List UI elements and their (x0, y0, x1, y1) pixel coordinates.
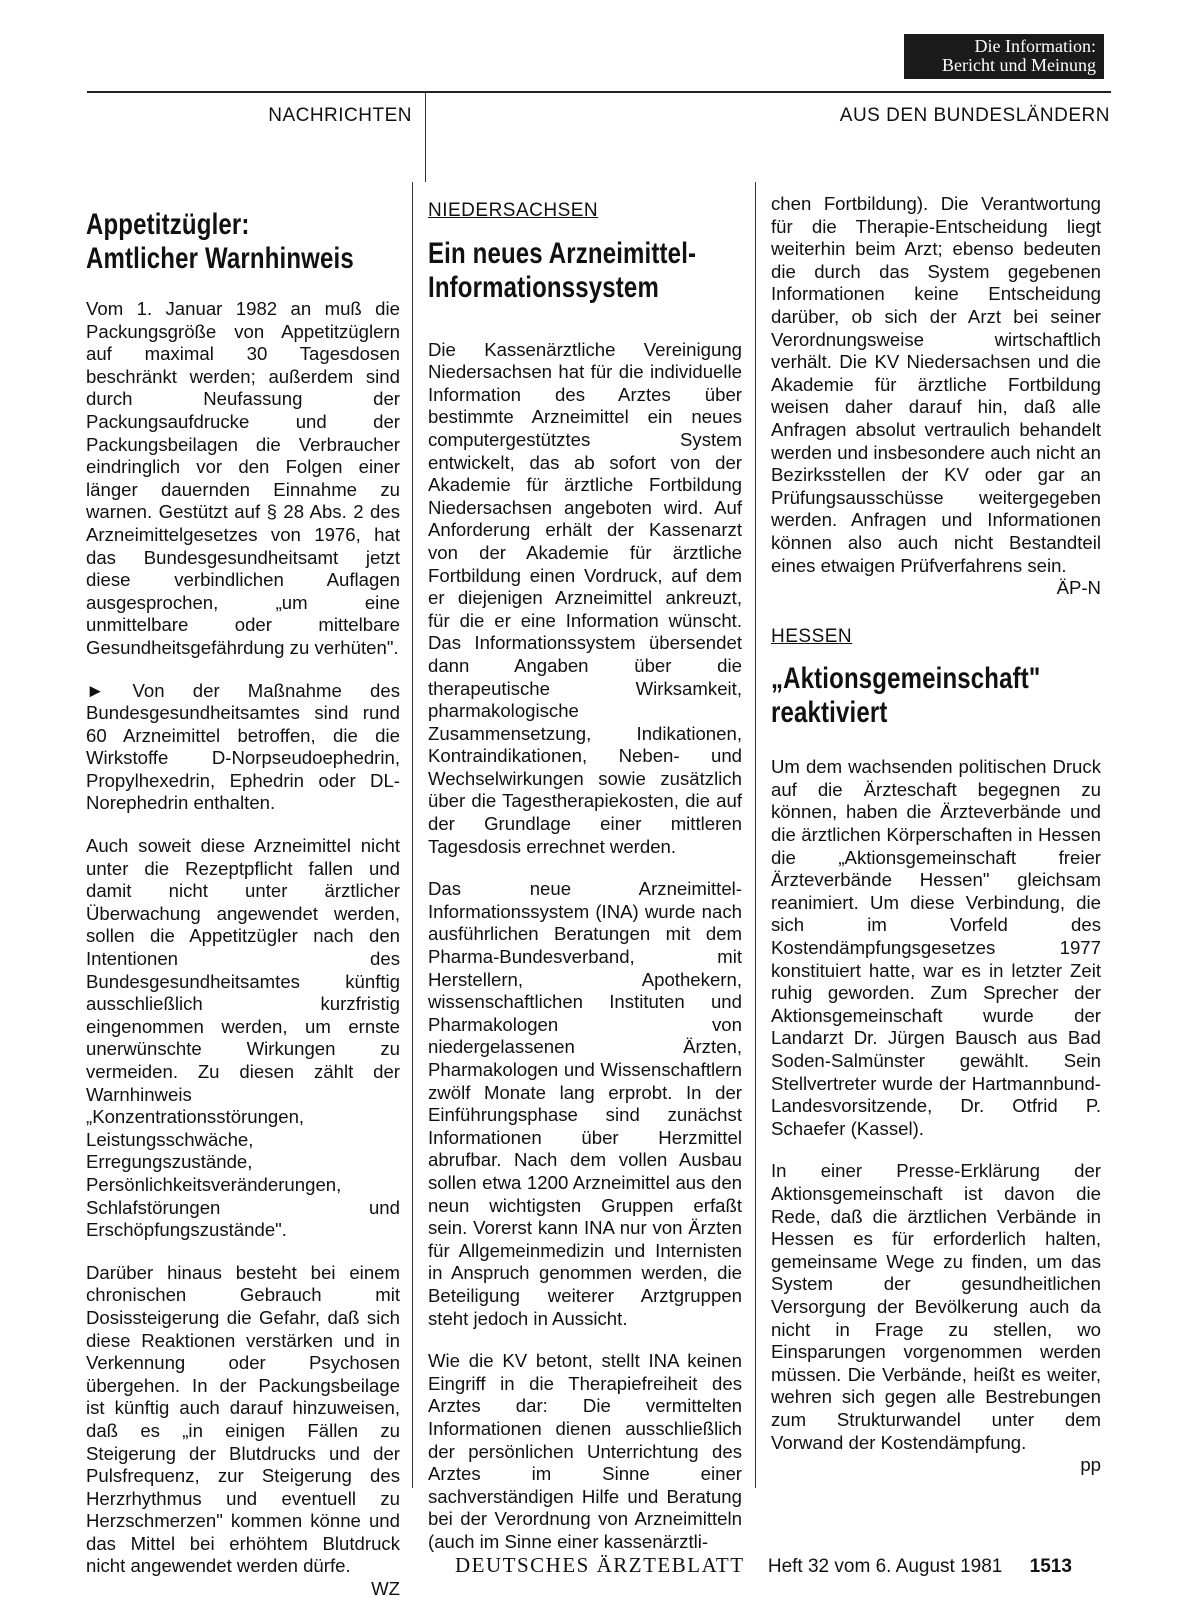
column-rule-1 (412, 182, 413, 1488)
paragraph: In einer Presse-Erklärung der Aktionsgemeinschaft ist davon die Rede, daß die ärztlichen Verbände in Hessen es für erforderlich halten, gemeinsame Wege zu finden, um das System der gesundheitlichen Versorgung der Bevölkerung auch da nicht in Frage zu stellen, wo Einsparungen vorgenommen werden müssen. Die Verbände, heißt es weiter, wehren sich gegen alle Bestrebungen zum Strukturwandel unter dem Vorwand der Kostendämpfung. (771, 1160, 1101, 1453)
article-column-3 (771, 193, 1101, 1477)
article-niedersachsen (428, 200, 742, 1553)
author-signature: ÄP-N (1056, 577, 1101, 599)
title-line-1: Appetitzügler: (86, 208, 250, 241)
rubric-line-2: Bericht und Meinung (942, 55, 1096, 75)
region-kicker: NIEDERSACHSEN (428, 200, 599, 221)
paragraph: Darüber hinaus besteht bei einem chronischen Gebrauch mit Dosissteigerung die Gefahr, daß sich diese Reaktionen verstärken und in Verkennung oder Psychosen übergehen. In der Packungsbeilage ist künftig auch darauf hinzuweisen, daß es „in einigen Fällen zu Steigerung der Blutdrucks und der Pulsfrequenz, zur Steigerung des Herzrhythmus und eventuell zu Herzschmerzen" kommen könne und das Mittel bei erhöhtem Blutdruck nicht angewendet werden dürfe. (86, 1261, 400, 1577)
article-title (86, 208, 400, 276)
page-footer (455, 1553, 1110, 1578)
title-line-2: Amtlicher Warnhinweis (86, 242, 354, 275)
article-title (771, 662, 1101, 730)
rubric-badge (904, 34, 1104, 79)
title-line-1: „Aktionsgemeinschaft" (771, 662, 1041, 696)
header-divider (425, 92, 426, 182)
paragraph: ► Von der Maßnahme des Bundesgesundheitsamtes sind rund 60 Arzneimittel betroffen, die die Wirkstoffe D-Norpseudoephedrin, Propylhexedrin, Ephedrin oder DL-Norephedrin enthalten. (86, 679, 400, 814)
title-line-2: reaktiviert (771, 696, 888, 730)
paragraph: Vom 1. Januar 1982 an muß die Packungsgröße von Appetitzüglern auf maximal 30 Tagesdosen beschränkt werden; außerdem sind durch Neufassung der Packungsaufdrucke und der Packungsbeilagen die Verbraucher eindringlich vor den Folgen einer länger dauernden Einnahme zu warnen. Gestützt auf § 28 Abs. 2 des Arzneimittelgesetzes von 1976, hat das Bundesgesundheitsamt jetzt diese verbindlichen Auflagen ausgesprochen, „um eine unmittelbare oder mittelbare Gesundheitsgefährdung zu verhüten". (86, 298, 400, 658)
issue-info: Heft 32 vom 6. August 1981 (767, 1556, 1003, 1577)
paragraph: Um dem wachsenden politischen Druck auf die Ärzteschaft begegnen zu können, haben die Ärzteverbände und die ärztlichen Körperschaften in Hessen die „Aktionsgemeinschaft freier Ärzteverbände Hessen" gleichsam reanimiert. Um diese Verbindung, die sich im Vorfeld des Kostendämpfungsgesetzes 1977 konstituiert hatte, war es in letzter Zeit ruhig geworden. Zum Sprecher der Aktionsgemeinschaft wurde der Landarzt Dr. Jürgen Bausch aus Bad Soden-Salmünster gewählt. Sein Stellvertreter wurde der Hartmannbund-Landesvorsitzende, Dr. Otfrid P. Schaefer (Kassel). (771, 756, 1101, 1139)
section-label-right: AUS DEN BUNDESLÄNDERN (839, 105, 1110, 126)
paragraph: Auch soweit diese Arzneimittel nicht unter die Rezeptpflicht fallen und damit nicht unter ärztlicher Überwachung angewendet werden, sollen die Appetitzügler nach den Intentionen des Bundesgesundheitsamtes künftig ausschließlich kurzfristig eingenommen werden, um ernste unerwünschte Wirkungen zu vermeiden. Zu diesen zählt der Warnhinweis „Konzentrationsstörungen, Leistungsschwäche, Erregungszustände, Persönlichkeitsveränderungen, Schlafstörungen und Erschöpfungszustände". (86, 835, 400, 1241)
paragraph-continued: chen Fortbildung). Die Verantwortung für die Therapie-Entscheidung liegt weiterhin beim Arzt; ebenso bedeuten die durch das System gegebenen Informationen keine Entscheidung darüber, ob sich der Arzt bei seiner Verordnungsweise wirtschaftlich verhält. Die KV Niedersachsen und die Akademie für ärztliche Fortbildung weisen daher darauf hin, daß alle Anfragen absolut vertraulich behandelt werden und insbesondere auch nicht an Bezirksstellen der KV oder gar an Prüfungsausschüsse weitergegeben werden. Anfragen und Informationen können also auch nicht Bestandteil eines etwaigen Prüfverfahrens sein. (771, 193, 1101, 576)
journal-name: DEUTSCHES ÄRZTEBLATT (455, 1553, 745, 1577)
title-line-2: Informationssystem (428, 270, 659, 304)
paragraph: Das neue Arzneimittel-Informationssystem (INA) wurde nach ausführlichen Beratungen mit dem Pharma-Bundesverband, mit Herstellern, Apothekern, wissenschaftlichen Instituten und Pharmakologen von niedergelassenen Ärzten, Pharmakologen und Wissenschaftlern zwölf Monate lang erprobt. In der Einführungsphase sind zunächst Informationen über Herzmittel abrufbar. Nach dem vollen Ausbau sollen etwa 1200 Arzneimittel aus den neun wichtigsten Gruppen erfaßt sein. Vorerst kann INA nur von Ärzten für Allgemeinmedizin und Internisten in Anspruch genommen werden, die Beteiligung weiterer Arztgruppen steht jedoch in Aussicht. (428, 878, 742, 1329)
page-number: 1513 (1029, 1556, 1072, 1577)
paragraph: Wie die KV betont, stellt INA keinen Eingriff in die Therapiefreiheit des Arztes dar: Die vermittelten Informationen dienen ausschließlich der persönlichen Unterrichtung des Arztes im Sinne einer sachverständigen Hilfe und Beratung bei der Verordnung von Arzneimitteln (auch im Sinne einer kassenärztli- (428, 1350, 742, 1552)
paragraph: Die Kassenärztliche Vereinigung Niedersachsen hat für die individuelle Information des Arztes über bestimmte Arzneimittel ein neues computergestütztes System entwickelt, das ab sofort von der Akademie für ärztliche Fortbildung Niedersachsen angeboten wird. Auf Anforderung erhält der Kassenarzt von der Akademie für ärztliche Fortbildung einen Vordruck, auf dem er diejenigen Arzneimittel ankreuzt, für die er eine Information wünscht. Das Informationssystem übersendet dann Angaben über die therapeutische Wirksamkeit, pharmakologische Zusammensetzung, Indikationen, Kontraindikationen, Neben- und Wechselwirkungen sowie zusätzlich über die Tagestherapiekosten, die auf der Grundlage einer mittleren Tagesdosis errechnet werden. (428, 338, 742, 857)
author-signature: WZ (371, 1578, 400, 1600)
region-kicker: HESSEN (771, 625, 853, 647)
rubric-line-1: Die Information: (974, 36, 1096, 56)
author-signature: pp (1080, 1454, 1101, 1476)
article-title (428, 237, 742, 305)
header-rule (87, 91, 1111, 93)
title-line-1: Ein neues Arzneimittel- (428, 236, 697, 270)
section-label-left: NACHRICHTEN (268, 105, 412, 126)
article-appetitzuegler (86, 208, 400, 1601)
column-rule-2 (755, 182, 756, 1488)
